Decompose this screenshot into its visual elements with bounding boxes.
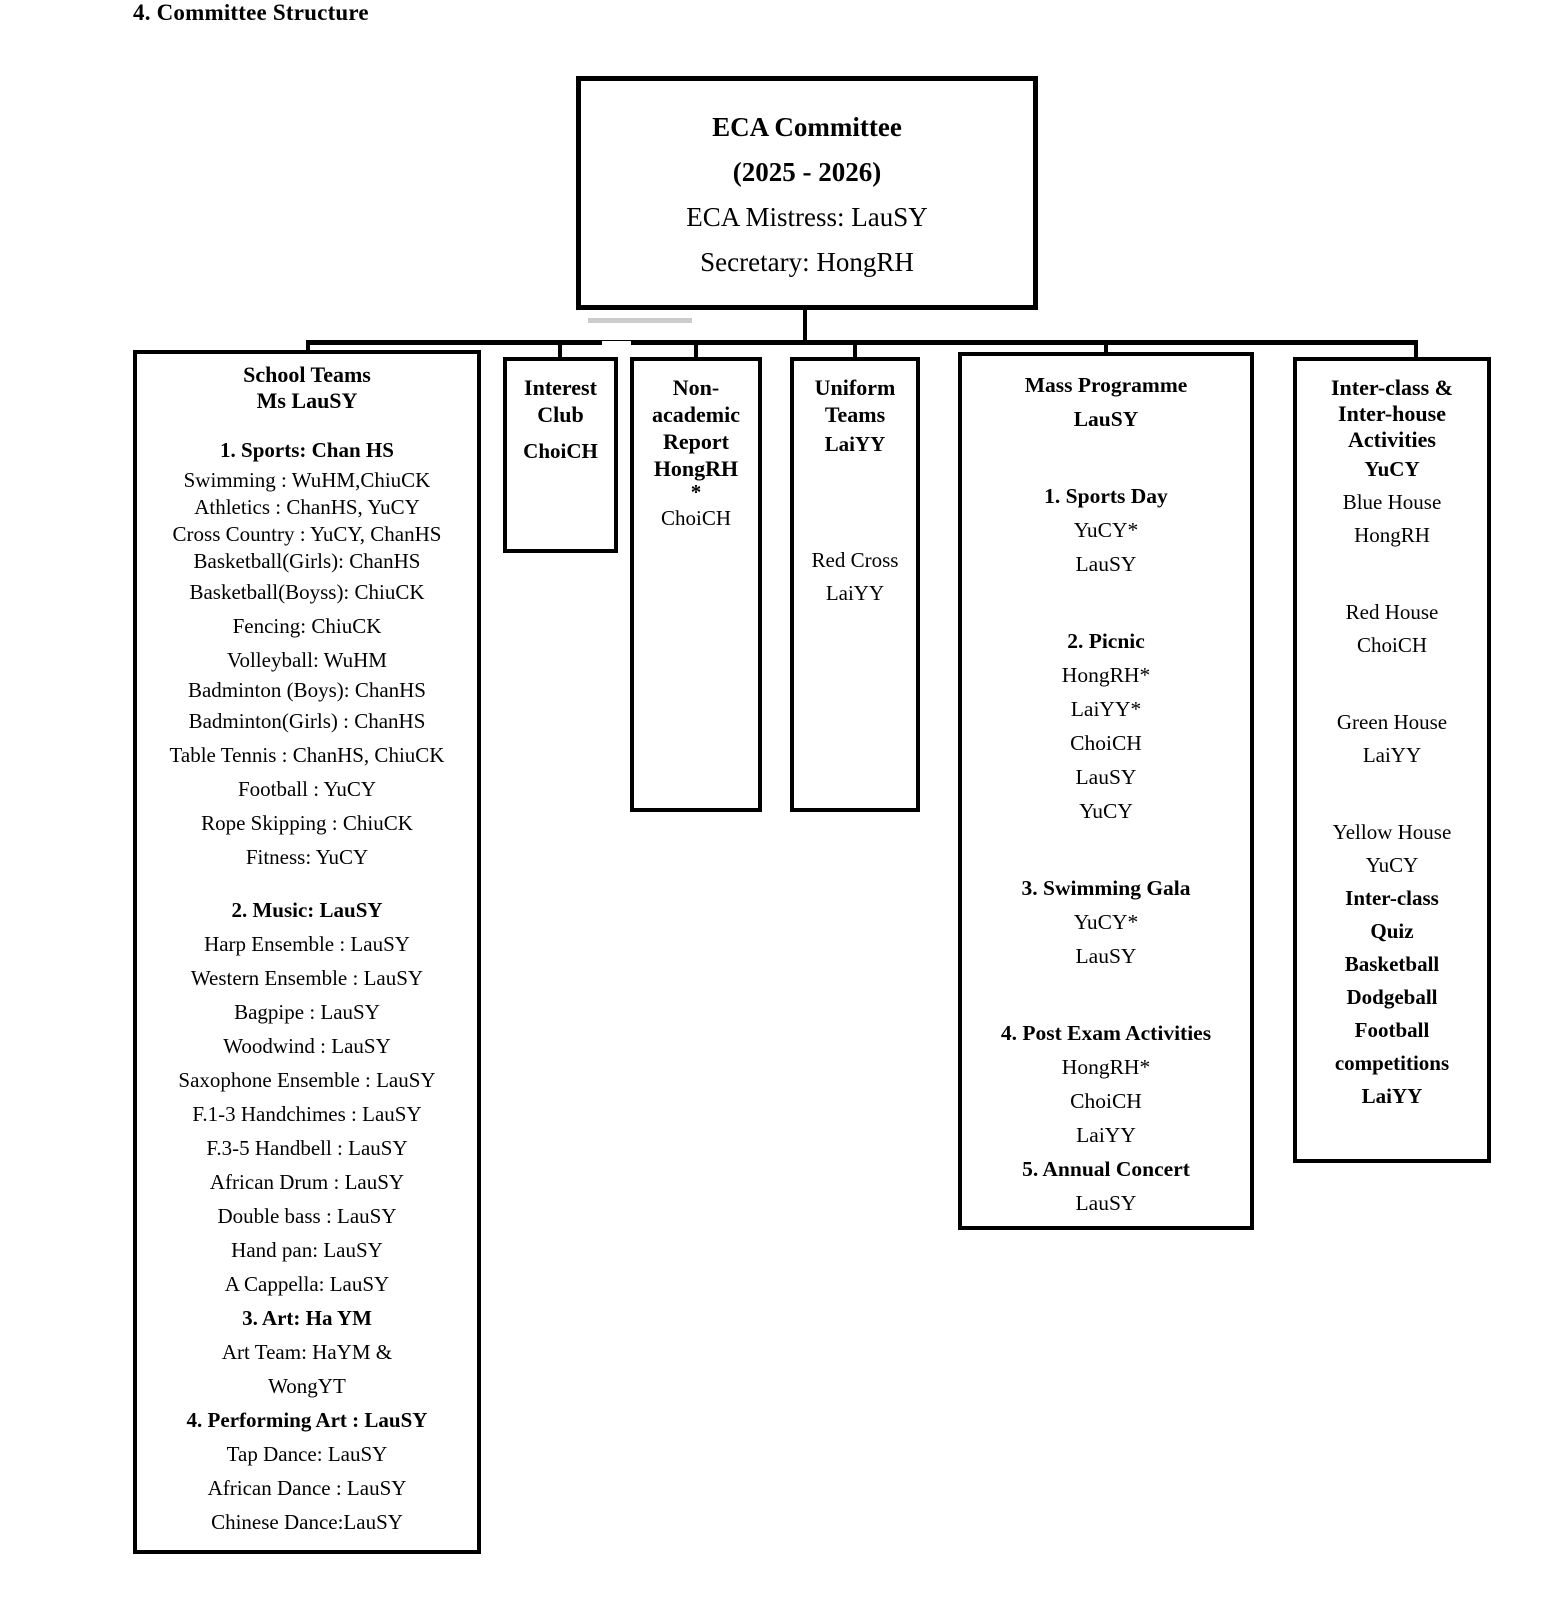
text-line: LaiYY* bbox=[1070, 697, 1142, 721]
text-line: YuCY bbox=[1365, 853, 1419, 877]
text-line: Harp Ensemble : LauSY bbox=[204, 932, 410, 956]
text-line: Dodgeball bbox=[1346, 985, 1438, 1009]
text-line: Inter-class bbox=[1345, 886, 1439, 910]
text-line: Badminton(Girls) : ChanHS bbox=[188, 709, 426, 733]
text-line: Athletics : ChanHS, YuCY bbox=[194, 495, 420, 519]
text-line: Basketball(Boyss): ChiuCK bbox=[189, 580, 425, 604]
connector-stem bbox=[803, 308, 807, 342]
text-line: Saxophone Ensemble : LauSY bbox=[178, 1068, 436, 1092]
connector-rail bbox=[306, 340, 1418, 345]
text-line: 3. Swimming Gala bbox=[1021, 876, 1191, 900]
text-line: 1. Sports: Chan HS bbox=[220, 438, 394, 462]
text-line: Red Cross bbox=[811, 548, 899, 572]
text-line: Fencing: ChiuCK bbox=[232, 614, 382, 638]
text-line: Quiz bbox=[1370, 919, 1414, 943]
text-line: 5. Annual Concert bbox=[1022, 1157, 1190, 1181]
text-line: HongRH bbox=[653, 456, 739, 481]
text-line: academic bbox=[652, 402, 740, 427]
text-line: Football : YuCY bbox=[237, 777, 377, 801]
text-line: HongRH* bbox=[1061, 1055, 1151, 1079]
text-line: Art Team: HaYM & bbox=[221, 1340, 393, 1364]
text-line: Report bbox=[663, 429, 729, 454]
text-line: Table Tennis : ChanHS, ChiuCK bbox=[169, 743, 445, 767]
text-line: Inter-class & bbox=[1331, 375, 1453, 400]
text-line: * bbox=[690, 480, 702, 504]
scan-artifact-white bbox=[602, 341, 631, 357]
text-line: Swimming : WuHM,ChiuCK bbox=[183, 468, 431, 492]
text-line: Non- bbox=[672, 375, 720, 400]
text-line: 2. Music: LauSY bbox=[231, 898, 383, 922]
text-line: YuCY bbox=[1364, 457, 1420, 481]
text-line: Bagpipe : LauSY bbox=[234, 1000, 380, 1024]
text-line: Club bbox=[537, 402, 584, 427]
scan-artifact-grey bbox=[588, 318, 692, 323]
text-line: 4. Performing Art : LauSY bbox=[186, 1408, 428, 1432]
text-line: LauSY bbox=[1075, 944, 1137, 968]
text-line: ChoiCH bbox=[1070, 1089, 1142, 1113]
text-line: 3. Art: Ha YM bbox=[242, 1306, 372, 1330]
text-line: Western Ensemble : LauSY bbox=[190, 966, 424, 990]
text-line: (2025 - 2026) bbox=[732, 157, 882, 187]
text-line: ChoiCH bbox=[1356, 633, 1427, 657]
text-line: Volleyball: WuHM bbox=[227, 648, 387, 672]
text-line: Rope Skipping : ChiuCK bbox=[201, 811, 413, 835]
branch-box-non-academic-report bbox=[630, 357, 762, 812]
text-line: LaiYY bbox=[1076, 1123, 1136, 1147]
text-line: Red House bbox=[1345, 600, 1439, 624]
text-line: Interest bbox=[524, 375, 597, 400]
text-line: LauSY bbox=[1075, 765, 1137, 789]
text-line: 2. Picnic bbox=[1067, 629, 1145, 653]
text-line: LauSY bbox=[1075, 1191, 1137, 1215]
text-line: LaiYY bbox=[1361, 1084, 1423, 1108]
text-line: LaiYY bbox=[1362, 743, 1422, 767]
text-line: F.3-5 Handbell : LauSY bbox=[206, 1136, 408, 1160]
text-line: competitions bbox=[1334, 1051, 1450, 1075]
text-line: HongRH* bbox=[1061, 663, 1151, 687]
text-line: Woodwind : LauSY bbox=[223, 1034, 391, 1058]
page-title: 4. Committee Structure bbox=[133, 0, 369, 25]
text-line: YuCY bbox=[1079, 799, 1133, 823]
text-line: HongRH bbox=[1354, 523, 1430, 547]
text-line: YuCY* bbox=[1073, 910, 1139, 934]
text-line: LaiYY bbox=[825, 581, 885, 605]
branch-box-inter-class-inter-house bbox=[1293, 357, 1491, 1163]
text-line: Basketball bbox=[1344, 952, 1440, 976]
text-line: African Dance : LauSY bbox=[207, 1476, 407, 1500]
branch-box-uniform-teams bbox=[790, 357, 920, 812]
text-line: Activities bbox=[1348, 427, 1436, 452]
branch-box-school-teams bbox=[133, 350, 481, 1554]
text-line: ChoiCH bbox=[1070, 731, 1142, 755]
text-line: School Teams bbox=[243, 362, 371, 387]
text-line: Ms LauSY bbox=[256, 388, 358, 413]
text-line: Yellow House bbox=[1332, 820, 1452, 844]
text-line: Chinese Dance:LauSY bbox=[211, 1510, 403, 1534]
branch-box-interest-club bbox=[503, 357, 618, 553]
text-line: Basketball(Girls): ChanHS bbox=[193, 549, 421, 573]
text-line: 4. Post Exam Activities bbox=[1000, 1021, 1212, 1045]
text-line: Fitness: YuCY bbox=[245, 845, 369, 869]
text-line: Tap Dance: LauSY bbox=[226, 1442, 388, 1466]
text-line: Cross Country : YuCY, ChanHS bbox=[172, 522, 442, 546]
text-line: F.1-3 Handchimes : LauSY bbox=[192, 1102, 422, 1126]
text-line: Hand pan: LauSY bbox=[231, 1238, 383, 1262]
text-line: 1. Sports Day bbox=[1044, 484, 1168, 508]
text-line: ECA Committee bbox=[712, 112, 902, 142]
text-line: ECA Mistress: LauSY bbox=[686, 202, 928, 232]
text-line: Inter-house bbox=[1338, 401, 1446, 426]
text-line: Green House bbox=[1336, 710, 1448, 734]
root-box-eca-committee bbox=[576, 76, 1038, 310]
text-line: Badminton (Boys): ChanHS bbox=[187, 678, 426, 702]
text-line: WongYT bbox=[268, 1374, 346, 1398]
text-line: Football bbox=[1354, 1018, 1430, 1042]
text-line: African Drum : LauSY bbox=[209, 1170, 405, 1194]
text-line: Mass Programme bbox=[1024, 373, 1188, 397]
text-line: Double bass : LauSY bbox=[217, 1204, 397, 1228]
text-line: LaiYY bbox=[824, 432, 886, 456]
text-line: Teams bbox=[824, 402, 886, 427]
text-line: ChoiCH bbox=[523, 439, 598, 463]
text-line: Blue House bbox=[1342, 490, 1442, 514]
text-line: YuCY* bbox=[1073, 518, 1139, 542]
text-line: Secretary: HongRH bbox=[700, 247, 914, 277]
text-line: LauSY bbox=[1075, 552, 1137, 576]
text-line: A Cappella: LauSY bbox=[224, 1272, 390, 1296]
text-line: ChoiCH bbox=[660, 506, 731, 530]
text-line: LauSY bbox=[1073, 407, 1139, 431]
text-line: Uniform bbox=[814, 375, 896, 400]
branch-box-mass-programme bbox=[958, 352, 1254, 1230]
